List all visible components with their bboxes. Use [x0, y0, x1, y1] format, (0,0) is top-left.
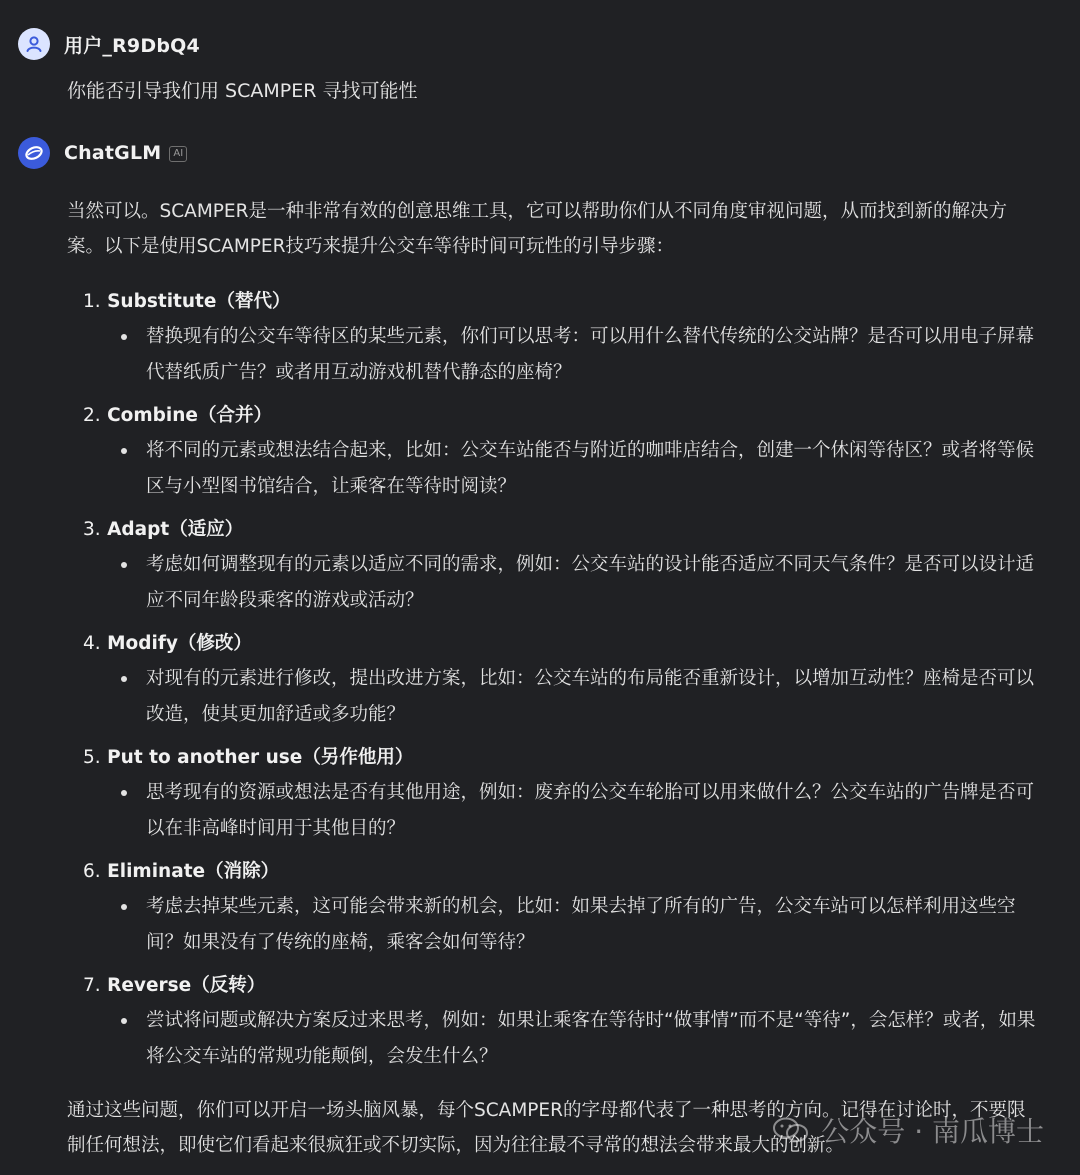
- step-bullet: [83, 547, 1037, 619]
- list-item: [83, 854, 1037, 961]
- list-item: [83, 398, 1037, 505]
- bot-avatar: [18, 137, 50, 169]
- step-bullet: [83, 889, 1037, 961]
- step-title-text: Combine（合并）: [107, 405, 272, 426]
- ai-badge: AI: [169, 146, 187, 162]
- bullet-dot-icon: [121, 334, 127, 340]
- step-title: [83, 740, 1037, 775]
- step-number: 7.: [83, 975, 101, 996]
- bullet-dot-icon: [121, 448, 127, 454]
- bullet-dot-icon: [121, 790, 127, 796]
- bullet-dot-icon: [121, 904, 127, 910]
- answer-closing: 通过这些问题，你们可以开启一场头脑风暴，每个SCAMPER的字母都代表了一种思考的方向。记得在讨论时，不要限制任何想法，即使它们看起来很疯狂或不切实际，因为往往最不寻常的想法会带来最大的创新。: [67, 1100, 1026, 1156]
- user-message-header: [18, 28, 200, 60]
- step-bullet-text: 对现有的元素进行修改，提出改进方案，比如：公交车站的布局能否重新设计，以增加互动性？座椅是否可以改造，使其更加舒适或多功能？: [146, 668, 1035, 725]
- bot-answer: [67, 194, 1037, 1163]
- list-item: [83, 626, 1037, 733]
- bot-name: ChatGLM: [64, 142, 162, 164]
- watermark-text: 公众号 · 南瓜博士: [821, 1115, 1044, 1148]
- user-avatar: [18, 28, 50, 60]
- step-bullet-text: 考虑去掉某些元素，这可能会带来新的机会，比如：如果去掉了所有的广告，公交车站可以怎样利用这些空间？如果没有了传统的座椅，乘客会如何等待？: [146, 896, 1016, 953]
- step-number: 4.: [83, 633, 101, 654]
- user-name: 用户_R9DbQ4: [64, 34, 200, 57]
- bot-message-header: [18, 137, 187, 169]
- step-title: [83, 398, 1037, 433]
- step-title: [83, 626, 1037, 661]
- step-title-text: Reverse（反转）: [107, 975, 266, 996]
- scamper-steps-list: [67, 284, 1037, 1075]
- bullet-dot-icon: [121, 562, 127, 568]
- step-title: [83, 854, 1037, 889]
- step-title: [83, 512, 1037, 547]
- bullet-dot-icon: [121, 676, 127, 682]
- step-bullet: [83, 661, 1037, 733]
- step-bullet: [83, 1003, 1037, 1075]
- step-title: [83, 968, 1037, 1003]
- list-item: [83, 740, 1037, 847]
- chatglm-logo-icon: [22, 141, 46, 165]
- step-number: 2.: [83, 405, 101, 426]
- step-number: 1.: [83, 291, 101, 312]
- step-bullet: [83, 775, 1037, 847]
- step-bullet-text: 尝试将问题或解决方案反过来思考，例如：如果让乘客在等待时“做事情”而不是“等待”，会怎样？或者，如果将公交车站的常规功能颠倒，会发生什么？: [146, 1010, 1036, 1067]
- list-item: [83, 512, 1037, 619]
- step-title-text: Adapt（适应）: [107, 519, 244, 540]
- step-number: 6.: [83, 861, 101, 882]
- user-icon: [24, 34, 44, 54]
- step-bullet-text: 替换现有的公交车等待区的某些元素，你们可以思考：可以用什么替代传统的公交站牌？是否可以用电子屏幕代替纸质广告？或者用互动游戏机替代静态的座椅？: [146, 326, 1035, 383]
- step-title-text: Modify（修改）: [107, 633, 252, 654]
- step-number: 3.: [83, 519, 101, 540]
- answer-intro: 当然可以。SCAMPER是一种非常有效的创意思维工具，它可以帮助你们从不同角度审视问题，从而找到新的解决方案。以下是使用SCAMPER技巧来提升公交车等待时间可玩性的引导步骤：: [67, 201, 1007, 257]
- step-title: [83, 284, 1037, 319]
- step-bullet-text: 考虑如何调整现有的元素以适应不同的需求，例如：公交车站的设计能否适应不同天气条件？是否可以设计适应不同年龄段乘客的游戏或活动？: [146, 554, 1035, 611]
- user-message-text: 你能否引导我们用 SCAMPER 寻找可能性: [67, 80, 418, 102]
- step-bullet-text: 将不同的元素或想法结合起来，比如：公交车站能否与附近的咖啡店结合，创建一个休闲等待区？或者将等候区与小型图书馆结合，让乘客在等待时阅读？: [146, 440, 1035, 497]
- step-bullet-text: 思考现有的资源或想法是否有其他用途，例如：废弃的公交车轮胎可以用来做什么？公交车站的广告牌是否可以在非高峰时间用于其他目的？: [146, 782, 1035, 839]
- list-item: [83, 968, 1037, 1075]
- step-title-text: Put to another use（另作他用）: [107, 747, 414, 768]
- list-item: [83, 284, 1037, 391]
- step-title-text: Eliminate（消除）: [107, 861, 280, 882]
- bullet-dot-icon: [121, 1018, 127, 1024]
- step-number: 5.: [83, 747, 101, 768]
- step-title-text: Substitute（替代）: [107, 291, 291, 312]
- step-bullet: [83, 319, 1037, 391]
- step-bullet: [83, 433, 1037, 505]
